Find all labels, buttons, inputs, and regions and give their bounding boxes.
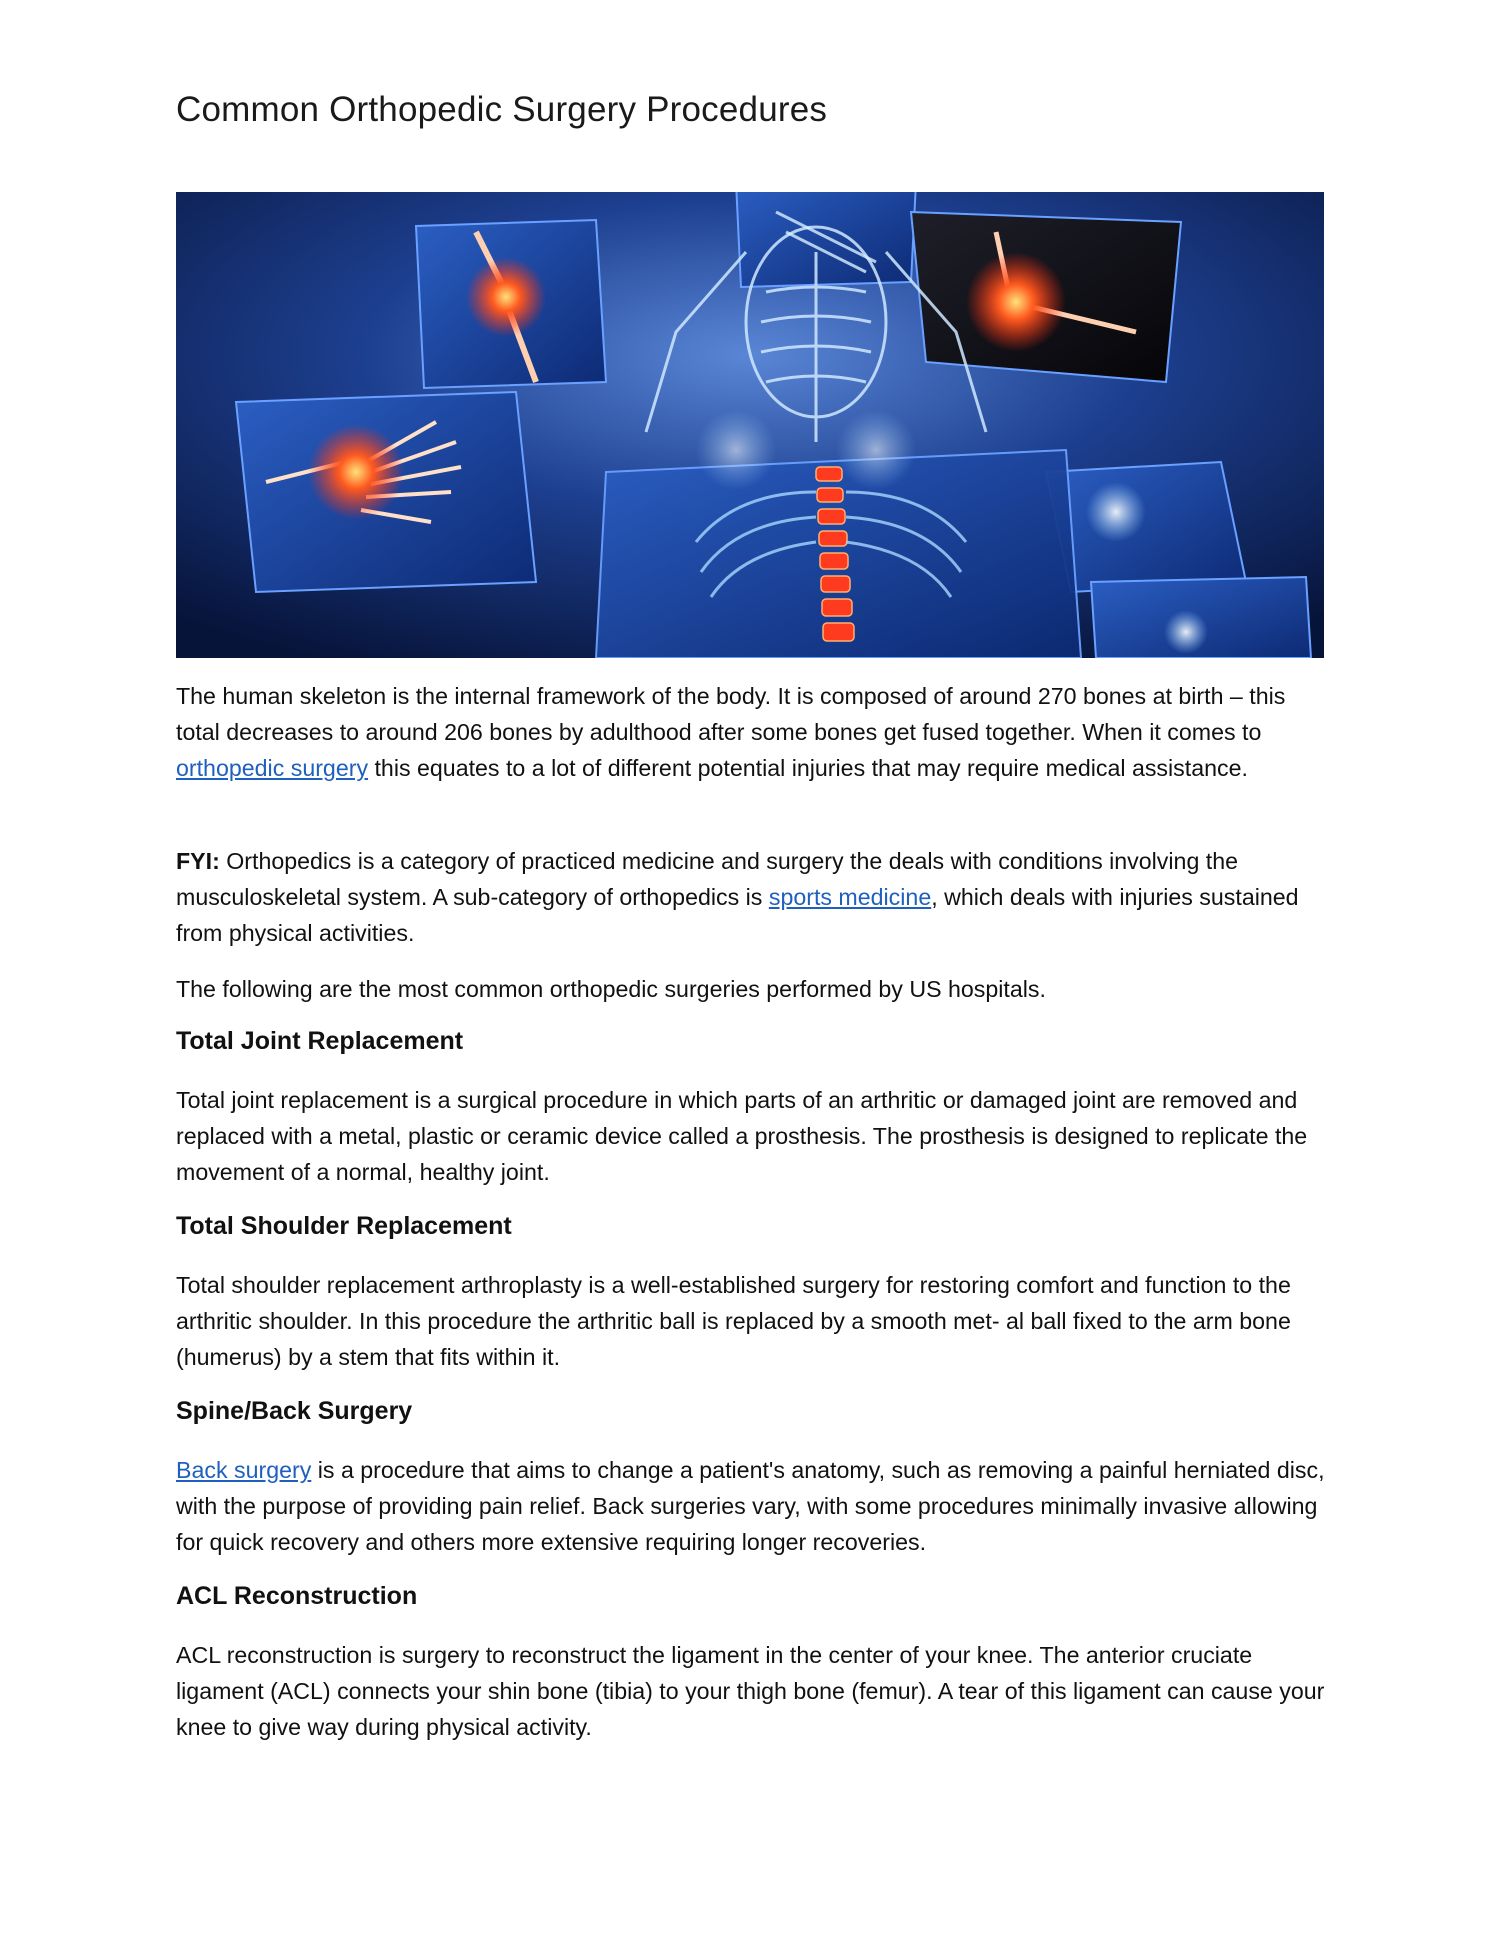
- section-text-joint-replacement: Total joint replacement is a surgical procedure in which parts of an arthritic or damaged joint are removed and replaced with a metal, plastic or ceramic device called a prosthesis. The prosthesis is designed to replicate the movement of a normal, healthy joint.: [176, 1087, 1308, 1185]
- page-title: Common Orthopedic Surgery Procedures: [176, 90, 828, 129]
- intro-text-end: this equates to a lot of different potential injuries that may require medical assistance.: [368, 755, 1248, 781]
- fyi-paragraph: [176, 843, 1326, 951]
- fyi-label: FYI:: [176, 848, 220, 874]
- section-heading-joint-replacement: Total Joint Replacement: [176, 1027, 464, 1055]
- lead-paragraph: The following are the most common orthopedic surgeries performed by US hospitals.: [176, 976, 1046, 1002]
- section-heading-spine-back-surgery: Spine/Back Surgery: [176, 1397, 413, 1425]
- section-text-spine-back-surgery: [176, 1452, 1326, 1560]
- section-heading-acl-reconstruction: ACL Reconstruction: [176, 1582, 418, 1610]
- fyi-text-end: , which deals with injuries sustained from physical activities.: [176, 884, 1299, 946]
- back-surgery-link[interactable]: Back surgery: [176, 1457, 312, 1483]
- intro-paragraph: [176, 678, 1326, 786]
- orthopedic-surgery-link[interactable]: orthopedic surgery: [176, 755, 369, 781]
- section-text-acl-reconstruction: ACL reconstruction is surgery to reconstruct the ligament in the center of your knee. The anterior cruciate ligament (ACL) connects your shin bone (tibia) to your thigh bone (femur). A tear of this ligament can cause your knee to give way during physical activity.: [176, 1642, 1325, 1740]
- skeleton-joint-pain-illustration-icon: [176, 192, 1324, 658]
- section-text-shoulder-replacement: Total shoulder replacement arthroplasty is a well-established surgery for restoring comfort and function to the arthritic shoulder. In this procedure the arthritic ball is replaced by a smooth met- al ball fixed to the arm bone (humerus) by a stem that fits within it.: [176, 1272, 1291, 1370]
- back-surgery-text: is a procedure that aims to change a patient's anatomy, such as removing a painful herniated disc, with the purpose of providing pain relief. Back surgeries vary, with some procedures minimally invasive allowing for quick recovery and others more extensive requiring longer recoveries.: [176, 1457, 1325, 1555]
- intro-text-start: The human skeleton is the internal framework of the body. It is composed of around 270 bones at birth – this total decreases to around 206 bones by adulthood after some bones get fused together. When it comes to: [176, 683, 1286, 745]
- fyi-text-start: Orthopedics is a category of practiced medicine and surgery the deals with conditions involving the musculoskeletal system. A sub-category of orthopedics is: [176, 848, 1239, 910]
- hero-image: [176, 192, 1324, 658]
- section-heading-shoulder-replacement: Total Shoulder Replacement: [176, 1212, 512, 1240]
- sports-medicine-link[interactable]: sports medicine: [768, 884, 932, 910]
